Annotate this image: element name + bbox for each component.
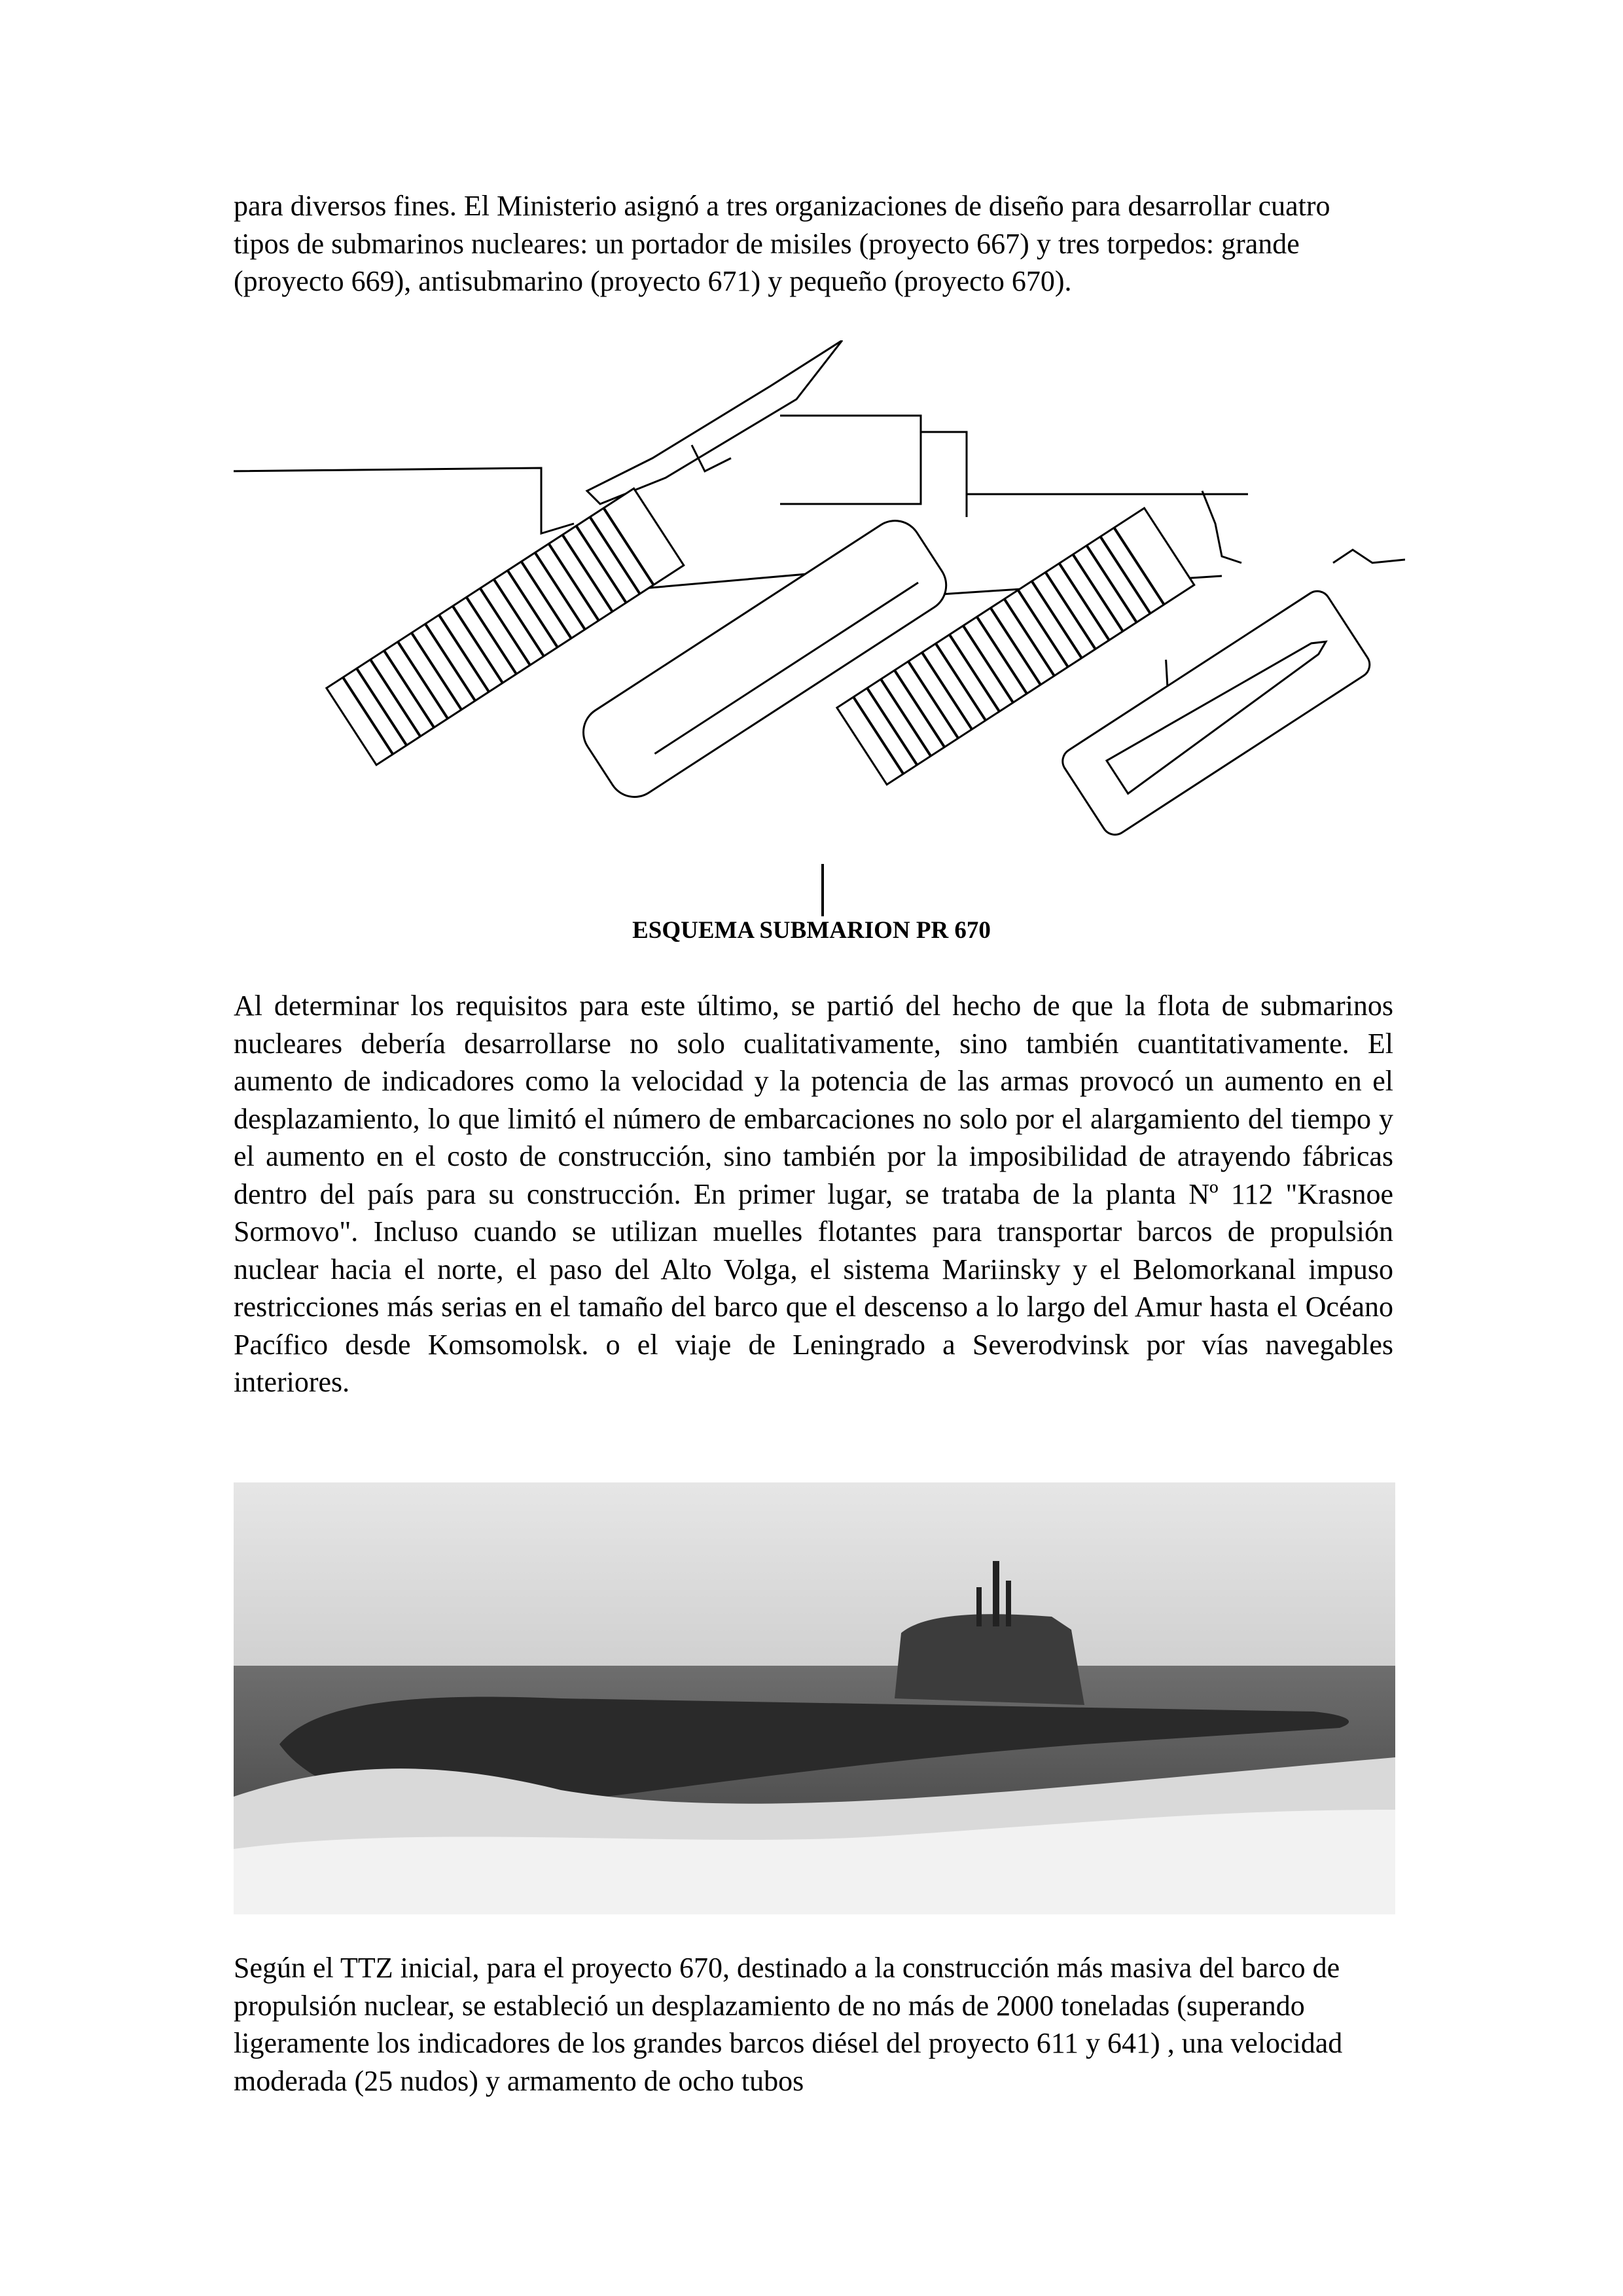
submarine-launcher-diagram — [234, 340, 1405, 916]
figure-caption: ESQUEMA SUBMARION PR 670 — [632, 917, 991, 944]
paragraph-intro: para diversos fines. El Ministerio asignó a tres organizaciones de diseño para desarrollar cuatro tipos de submarinos nucleares: un portador de misiles (proyecto 667) y tres torpedos: grande (proyecto 669), antisubmarino (proyecto 671) y pequeño (proyecto 670). — [234, 190, 1330, 297]
paragraph-ttz: Según el TTZ inicial, para el proyecto 670, destinado a la construcción más masiva del barco de propulsión nuclear, se estableció un desplazamiento de no más de 2000 toneladas (superando ligeramente los indicadores de los grandes barcos diésel del proyecto 611 y 641) , una velocidad moderada (25 nudos) y armamento de ocho tubos — [234, 1952, 1343, 2097]
submarine-photo — [234, 1482, 1395, 1914]
paragraph-requirements: Al determinar los requisitos para este último, se partió del hecho de que la flota de submarinos nucleares debería desarrollarse no solo cualitativamente, sino también cuantitativamente. El aumento de indicadores como la velocidad y la potencia de las armas provocó un aumento en el desplazamiento, lo que limitó el número de embarcaciones no solo por el alargamiento del tiempo y el aumento en el costo de construcción, sino también por la imposibilidad de atrayendo fábricas dentro del país para su construcción. En primer lugar, se trataba de la planta Nº 112 "Krasnoe Sormovo". Incluso cuando se utilizan muelles flotantes para transportar barcos de propulsión nuclear hacia el norte, el paso del Alto Volga, el sistema Mariinsky y el Belomorkanal impuso restricciones más serias en el tamaño del barco que el descenso a lo largo del Amur hasta el Océano Pacífico desde Komsomolsk. o el viaje de Leningrado a Severodvinsk por vías navegables interiores. — [234, 990, 1393, 1398]
